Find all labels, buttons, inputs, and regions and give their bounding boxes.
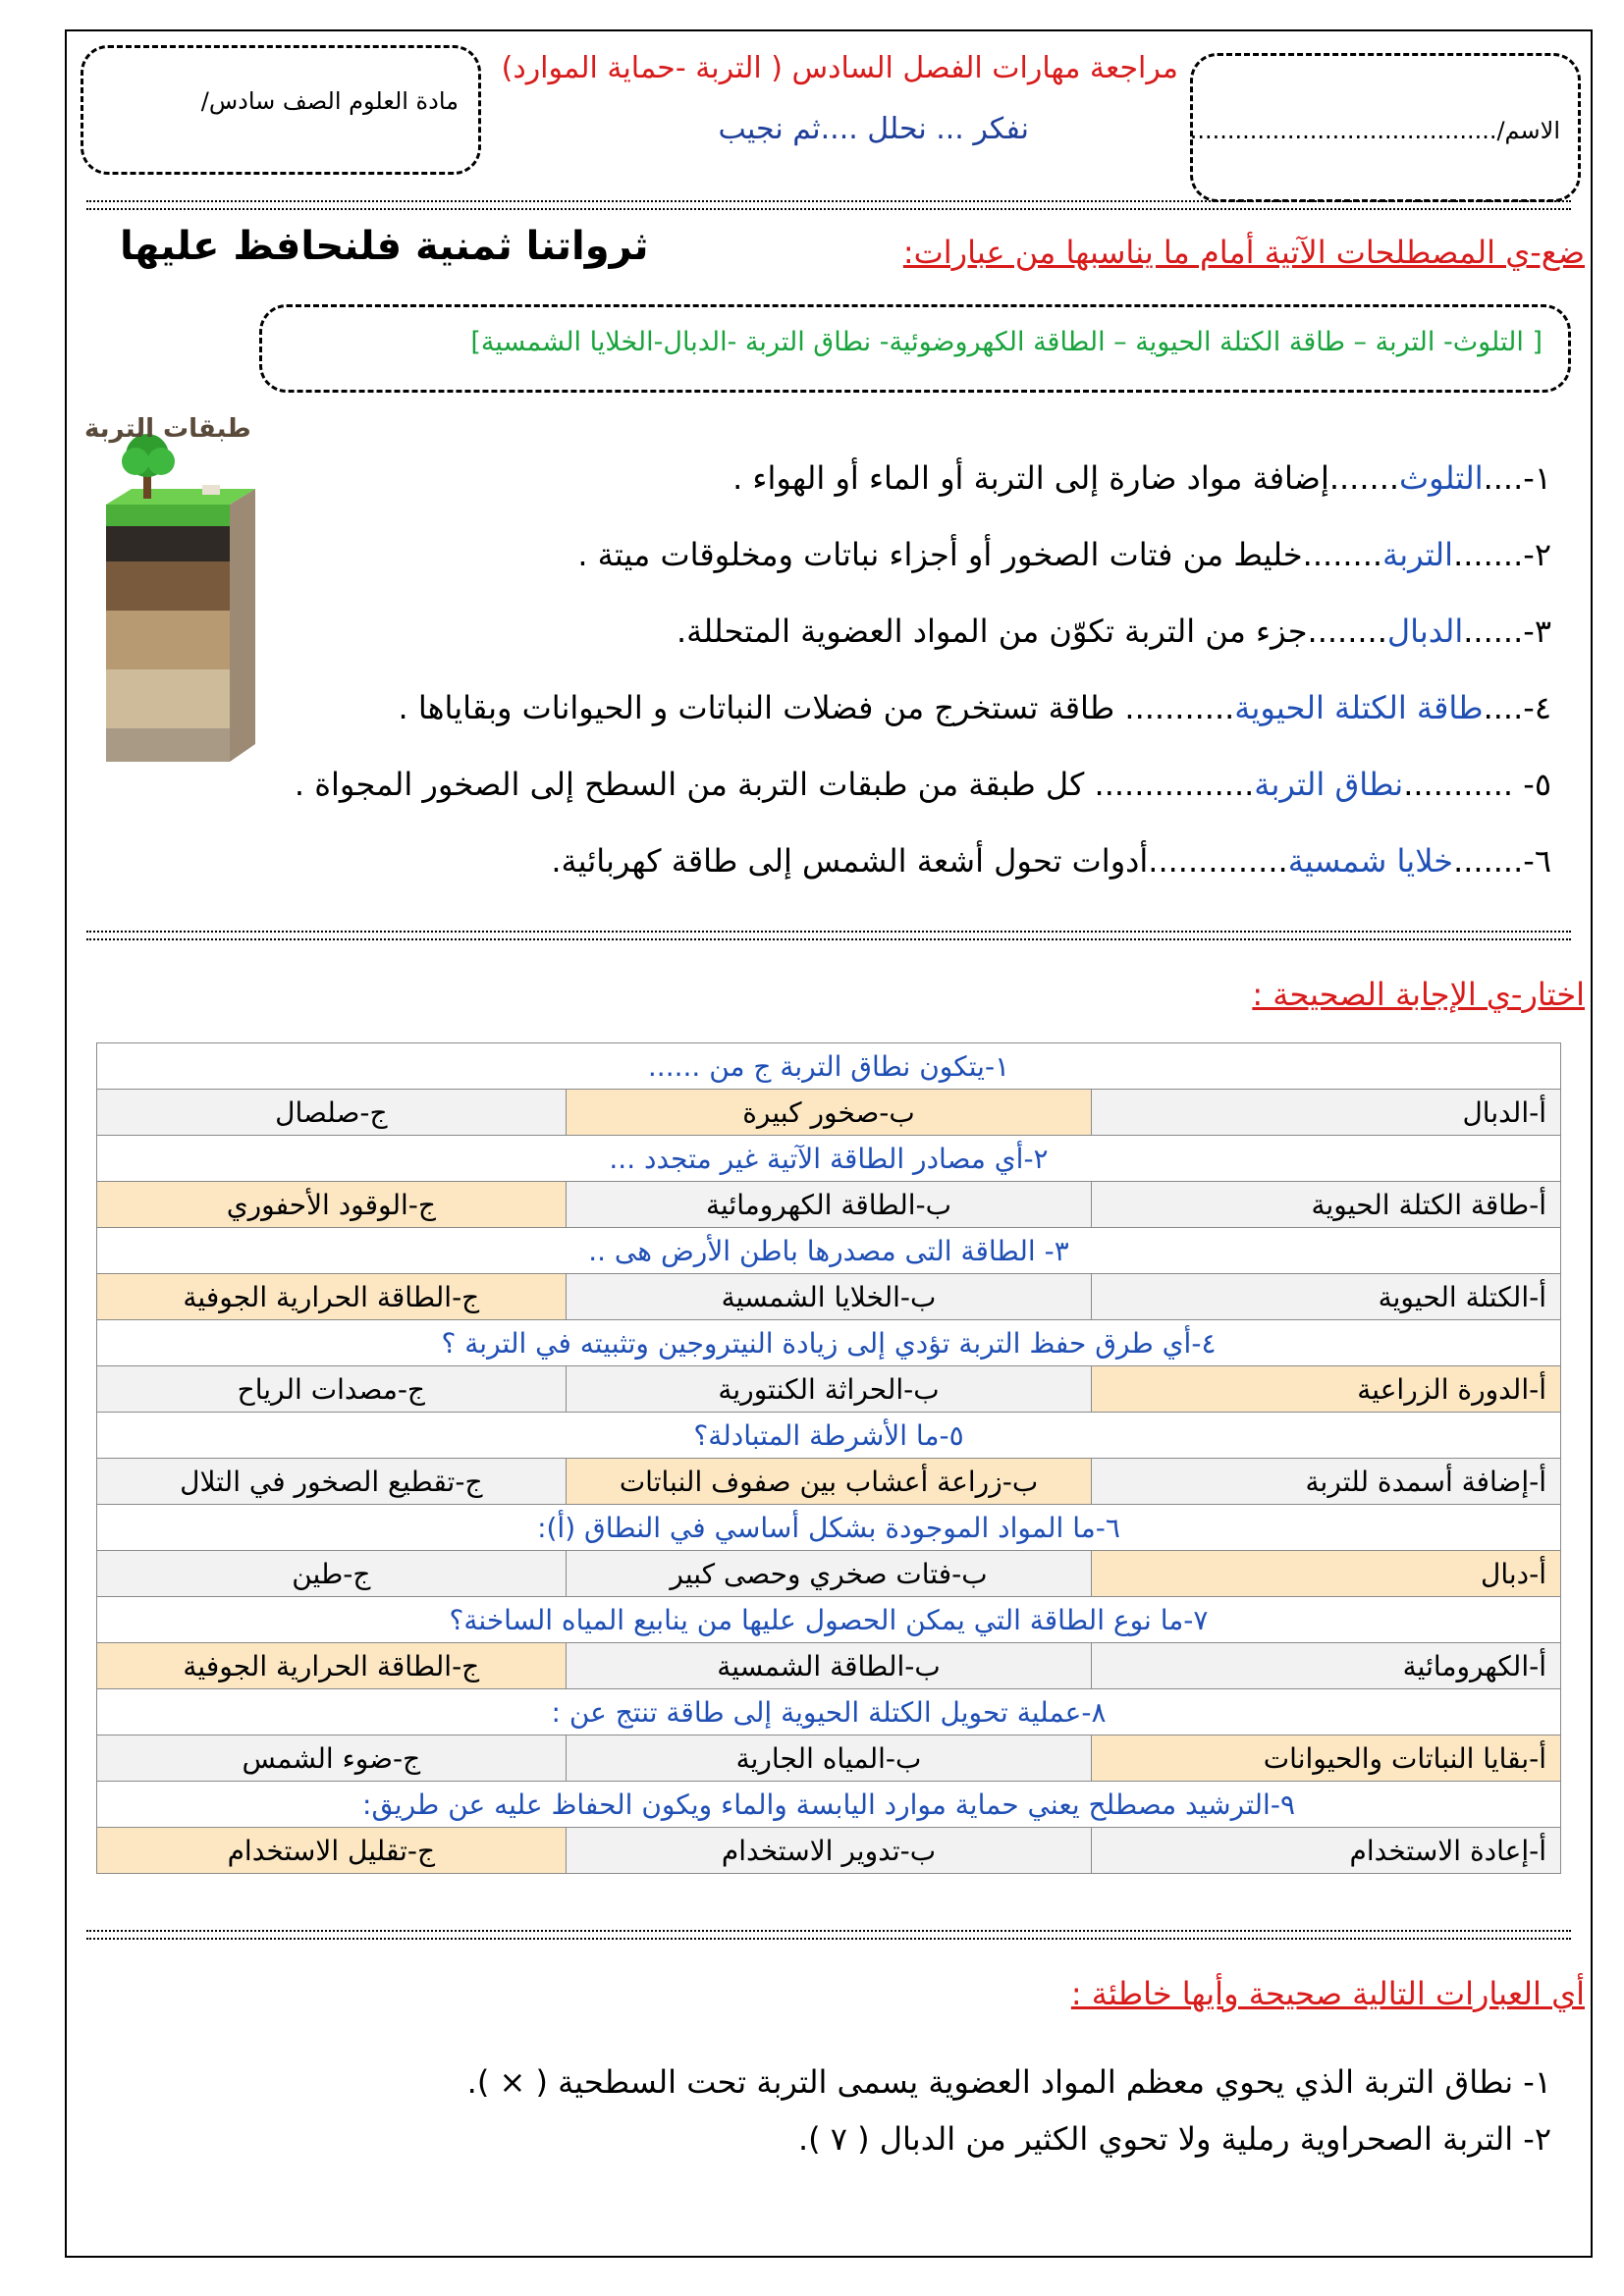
options-row	[97, 1090, 1561, 1136]
answer-option[interactable]: أ-الكهرومائية	[1092, 1643, 1561, 1689]
section2-title: اختار-ي الإجابة الصحيحة :	[1252, 976, 1585, 1013]
question-text: ٧-ما نوع الطاقة التي يمكن الحصول عليها من ينابيع المياه الساخنة؟	[97, 1597, 1561, 1643]
answer-option[interactable]: أ-الدبال	[1092, 1090, 1561, 1136]
term-item-1	[732, 459, 1551, 497]
divider	[86, 208, 1571, 210]
answer-option[interactable]: ج-الطاقة الحرارية الجوفية	[97, 1274, 567, 1320]
divider	[86, 200, 1571, 202]
answer-option[interactable]: أ-الكتلة الحيوية	[1092, 1274, 1561, 1320]
options-row	[97, 1551, 1561, 1597]
question-text: ٢-أي مصادر الطاقة الآتية غير متجدد ...	[97, 1136, 1561, 1182]
options-row	[97, 1182, 1561, 1228]
true-false-item-2: ٢- التربة الصحراوية رملية ولا تحوي الكثير من الدبال ( ٧ ).	[797, 2120, 1551, 2158]
term-definition: طاقة تستخرج من فضلات النباتات و الحيوانات وبقاياها .	[398, 689, 1115, 726]
image-caption: طبقات التربة	[84, 414, 251, 444]
options-row	[97, 1366, 1561, 1413]
question-row	[97, 1228, 1561, 1274]
term-answer[interactable]: الدبال	[1386, 613, 1464, 650]
question-text: ٨-عملية تحويل الكتلة الحيوية إلى طاقة تنتج عن :	[97, 1689, 1561, 1735]
question-row	[97, 1413, 1561, 1459]
term-prefix: ٢-.......	[1453, 536, 1551, 573]
question-row	[97, 1689, 1561, 1735]
answer-option[interactable]: ب-تدوير الاستخدام	[566, 1828, 1092, 1874]
answer-option[interactable]: ب-الخلايا الشمسية	[566, 1274, 1092, 1320]
subject-box	[81, 45, 481, 175]
answer-option[interactable]: أ-الدورة الزراعية	[1092, 1366, 1561, 1413]
word-bank: [ التلوث- التربة – طاقة الكتلة الحيوية – الطاقة الكهروضوئية- نطاق التربة -الدبال-الخلايا الشمسية]	[470, 327, 1543, 357]
answer-option[interactable]: ج-مصدات الرياح	[97, 1366, 567, 1413]
term-dots: ........	[1307, 613, 1387, 650]
answer-option[interactable]: ج-تقليل الاستخدام	[97, 1828, 567, 1874]
term-answer[interactable]: نطاق التربة	[1254, 766, 1404, 803]
name-box	[1190, 53, 1581, 202]
options-row	[97, 1274, 1561, 1320]
section1-title: ضع-ي المصطلحات الآتية أمام ما يناسبها من عبارات:	[902, 234, 1585, 271]
term-answer[interactable]: طاقة الكتلة الحيوية	[1234, 689, 1484, 726]
page-title: مراجعة مهارات الفصل السادس ( التربة -حماية الموارد)	[501, 51, 1178, 85]
term-prefix: ٤-....	[1483, 689, 1551, 726]
term-dots: ................	[1084, 766, 1255, 803]
answer-option[interactable]: ب-الطاقة الشمسية	[566, 1643, 1092, 1689]
question-row	[97, 1136, 1561, 1182]
soil-layers-image	[77, 410, 255, 770]
answer-option[interactable]: ب-المياه الجارية	[566, 1735, 1092, 1782]
term-answer[interactable]: التربة	[1382, 536, 1454, 573]
options-row	[97, 1459, 1561, 1505]
question-row	[97, 1782, 1561, 1828]
term-definition: كل طبقة من طبقات التربة من السطح إلى الصخور المجواة .	[294, 766, 1085, 803]
term-dots: .......	[1328, 459, 1400, 497]
term-item-3	[677, 613, 1551, 650]
question-row	[97, 1043, 1561, 1090]
term-item-4	[399, 689, 1552, 726]
answer-option[interactable]: ج-ضوء الشمس	[97, 1735, 567, 1782]
question-text: ١-يتكون نطاق التربة ج من ......	[97, 1043, 1561, 1090]
term-dots: ........	[1302, 536, 1383, 573]
term-prefix: ١-....	[1483, 459, 1551, 497]
answer-option[interactable]: ب-صخور كبيرة	[566, 1090, 1092, 1136]
answer-option[interactable]: ب-الطاقة الكهرومائية	[566, 1182, 1092, 1228]
term-prefix: ٣-......	[1463, 613, 1551, 650]
slogan: ثرواتنا ثمنية فلنحافظ عليها	[120, 224, 649, 269]
divider	[86, 1938, 1571, 1940]
term-prefix: ٦-.......	[1453, 842, 1551, 880]
answer-option[interactable]: أ-طاقة الكتلة الحيوية	[1092, 1182, 1561, 1228]
divider	[86, 938, 1571, 940]
term-dots: ...........	[1114, 689, 1235, 726]
section3-title: أي العبارات التالية صحيحة وأيها خاطئة :	[1070, 1975, 1585, 2012]
answer-option[interactable]: أ-دبال	[1092, 1551, 1561, 1597]
term-definition: خليط من فتات الصخور أو أجزاء نباتات ومخلوقات ميتة .	[577, 536, 1303, 573]
answer-option[interactable]: ج-صلصال	[97, 1090, 567, 1136]
mcq-table	[96, 1042, 1561, 1874]
word-bank-box	[259, 304, 1571, 393]
answer-option[interactable]: ج-الطاقة الحرارية الجوفية	[97, 1643, 567, 1689]
term-prefix: ٥- ...........	[1403, 766, 1551, 803]
question-text: ٤-أي طرق حفظ التربة تؤدي إلى زيادة النيتروجين وتثبيته في التربة ؟	[97, 1320, 1561, 1366]
question-row	[97, 1505, 1561, 1551]
true-false-item-1: ١- نطاق التربة الذي يحوي معظم المواد العضوية يسمى التربة تحت السطحية ( × ).	[466, 2063, 1551, 2101]
options-row	[97, 1828, 1561, 1874]
question-row	[97, 1597, 1561, 1643]
term-item-5	[295, 766, 1551, 803]
question-text: ٦-ما المواد الموجودة بشكل أساسي في النطاق (أ):	[97, 1505, 1561, 1551]
divider	[86, 1930, 1571, 1932]
answer-option[interactable]: ب-فتات صخري وحصى كبير	[566, 1551, 1092, 1597]
options-row	[97, 1735, 1561, 1782]
divider	[86, 931, 1571, 933]
answer-option[interactable]: ج-الوقود الأحفوري	[97, 1182, 567, 1228]
term-definition: جزء من التربة تكوّن من المواد العضوية المتحللة.	[677, 613, 1308, 650]
subject-label: مادة العلوم الصف سادس/	[200, 87, 459, 115]
answer-option[interactable]: ج-تقطيع الصخور في التلال	[97, 1459, 567, 1505]
question-row	[97, 1320, 1561, 1366]
question-text: ٩-الترشيد مصطلح يعني حماية موارد اليابسة والماء ويكون الحفاظ عليه عن طريق:	[97, 1782, 1561, 1828]
term-dots: ..............	[1148, 842, 1288, 880]
term-answer[interactable]: التلوث	[1399, 459, 1484, 497]
term-definition: أدوات تحول أشعة الشمس إلى طاقة كهربائية.	[551, 842, 1149, 880]
soil-layers-illustration	[77, 410, 255, 770]
answer-option[interactable]: أ-إضافة أسمدة للتربة	[1092, 1459, 1561, 1505]
answer-option[interactable]: ب-الحراثة الكنتورية	[566, 1366, 1092, 1413]
question-text: ٥-ما الأشرطة المتبادلة؟	[97, 1413, 1561, 1459]
worksheet-page	[65, 29, 1593, 2258]
name-field[interactable]: الاسم/.........................................	[1189, 117, 1560, 144]
answer-option[interactable]: ب-زراعة أعشاب بين صفوف النباتات	[566, 1459, 1092, 1505]
answer-option[interactable]: أ-بقايا النباتات والحيوانات	[1092, 1735, 1561, 1782]
question-text: ٣- الطاقة التى مصدرها باطن الأرض هى ..	[97, 1228, 1561, 1274]
term-item-2	[577, 536, 1551, 573]
term-definition: إضافة مواد ضارة إلى التربة أو الماء أو الهواء .	[732, 459, 1329, 497]
options-row	[97, 1643, 1561, 1689]
term-item-6	[551, 842, 1551, 880]
answer-option[interactable]: ج-طين	[97, 1551, 567, 1597]
answer-option[interactable]: أ-إعادة الاستخدام	[1092, 1828, 1561, 1874]
term-answer[interactable]: خلايا شمسية	[1287, 842, 1454, 880]
page-motto: نفكر ... نحلل ....ثم نجيب	[718, 112, 1029, 146]
